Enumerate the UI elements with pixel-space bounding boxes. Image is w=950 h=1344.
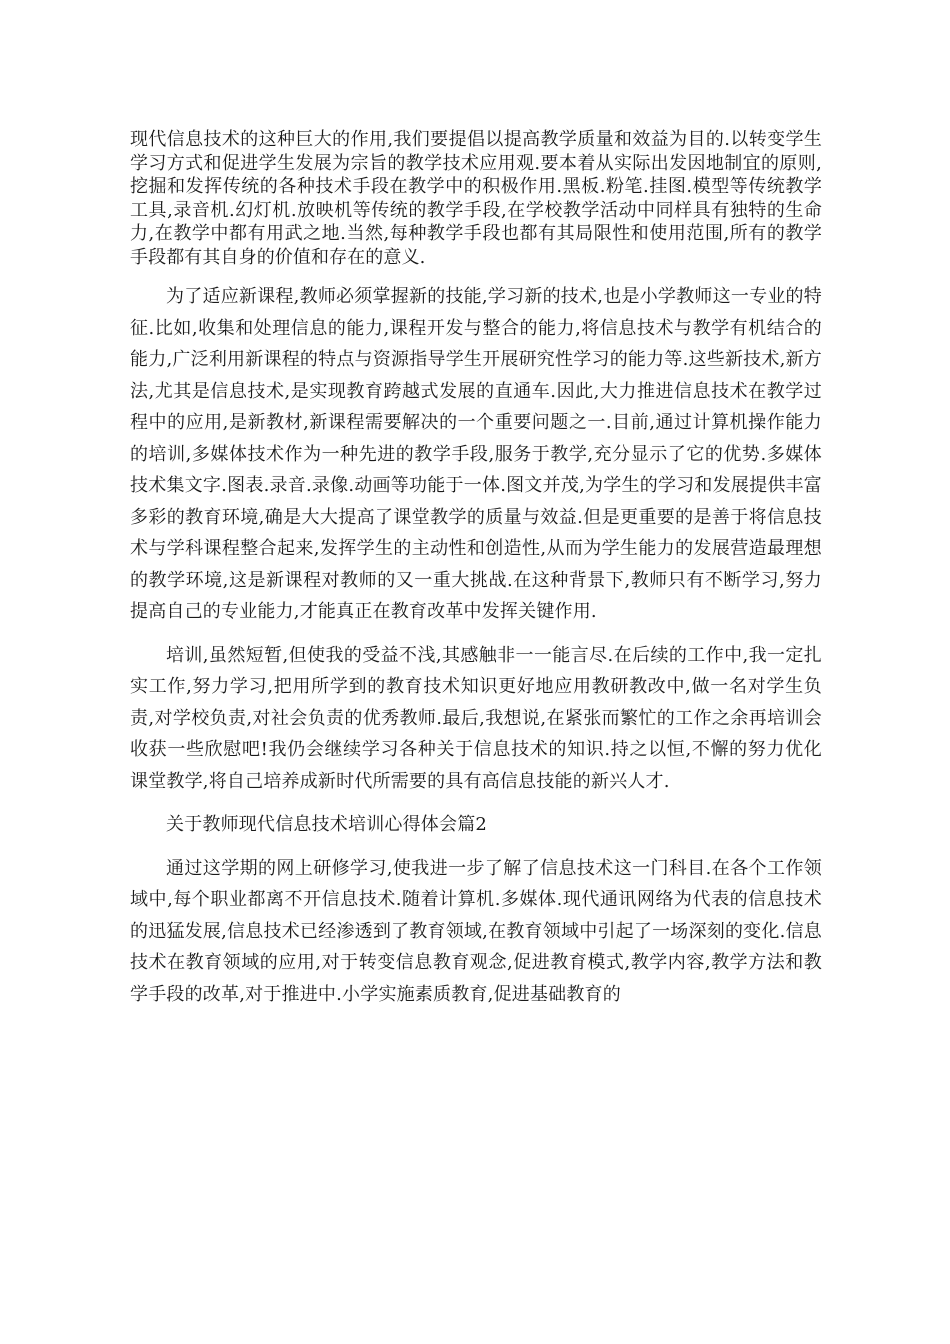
paragraph-4: 通过这学期的网上研修学习,使我进一步了解了信息技术这一门科目.在各个工作领域中,每个职业都离不开信息技术.随着计算机.多媒体.现代通讯网络为代表的信息技术的迅猛发展,信息技术已经渗透到了教育领域,在教育领域中引起了一场深刻的变化.信息技术在教育领域的应用,对于转变信息教育观念,促进教育模式,教学内容,教学方法和教学手段的改革,对于推进中.小学实施素质教育,促进基础教育的 xyxy=(130,857,822,1005)
document-page xyxy=(130,128,822,1022)
section-heading: 关于教师现代信息技术培训心得体会篇2 xyxy=(166,814,488,835)
paragraph-3: 培训,虽然短暂,但使我的受益不浅,其感触非一一能言尽.在后续的工作中,我一定扎实工作,努力学习,把用所学到的教育技术知识更好地应用教研教改中,做一名对学生负责,对学校负责,对社会负责的优秀教师.最后,我想说,在紧张而繁忙的工作之余再培训会收获一些欣慰吧!我仍会继续学习各种关于信息技术的知识.持之以恒,不懈的努力优化课堂教学,将自己培养成新时代所需要的具有高信息技能的新兴人才. xyxy=(130,644,822,792)
paragraph-2: 为了适应新课程,教师必须掌握新的技能,学习新的技术,也是小学教师这一专业的特征.比如,收集和处理信息的能力,课程开发与整合的能力,将信息技术与教学有机结合的能力,广泛利用新课程的特点与资源指导学生开展研究性学习的能力等.这些新技术,新方法,尤其是信息技术,是实现教育跨越式发展的直通车.因此,大力推进信息技术在教学过程中的应用,是新教材,新课程需要解决的一个重要问题之一.目前,通过计算机操作能力的培训,多媒体技术作为一种先进的教学手段,服务于教学,充分显示了它的优势.多媒体技术集文字.图表.录音.录像.动画等功能于一体.图文并茂,为学生的学习和发展提供丰富多彩的教育环境,确是大大提高了课堂教学的质量与效益.但是更重要的是善于将信息技术与学科课程整合起来,发挥学生的主动性和创造性,从而为学生能力的发展营造最理想的教学环境,这是新课程对教师的又一重大挑战.在这种背景下,教师只有不断学习,努力提高自己的专业能力,才能真正在教育改革中发挥关键作用. xyxy=(130,286,822,622)
paragraph-1: 现代信息技术的这种巨大的作用,我们要提倡以提高教学质量和效益为目的.以转变学生学习方式和促进学生发展为宗旨的教学技术应用观.要本着从实际出发因地制宜的原则,挖掘和发挥传统的各种技术手段在教学中的积极作用.黑板.粉笔.挂图.模型等传统教学工具,录音机.幻灯机.放映机等传统的教学手段,在学校教学活动中同样具有独特的生命力,在教学中都有用武之地.当然,每种教学手段也都有其局限性和使用范围,所有的教学手段都有其自身的价值和存在的意义. xyxy=(130,129,822,268)
